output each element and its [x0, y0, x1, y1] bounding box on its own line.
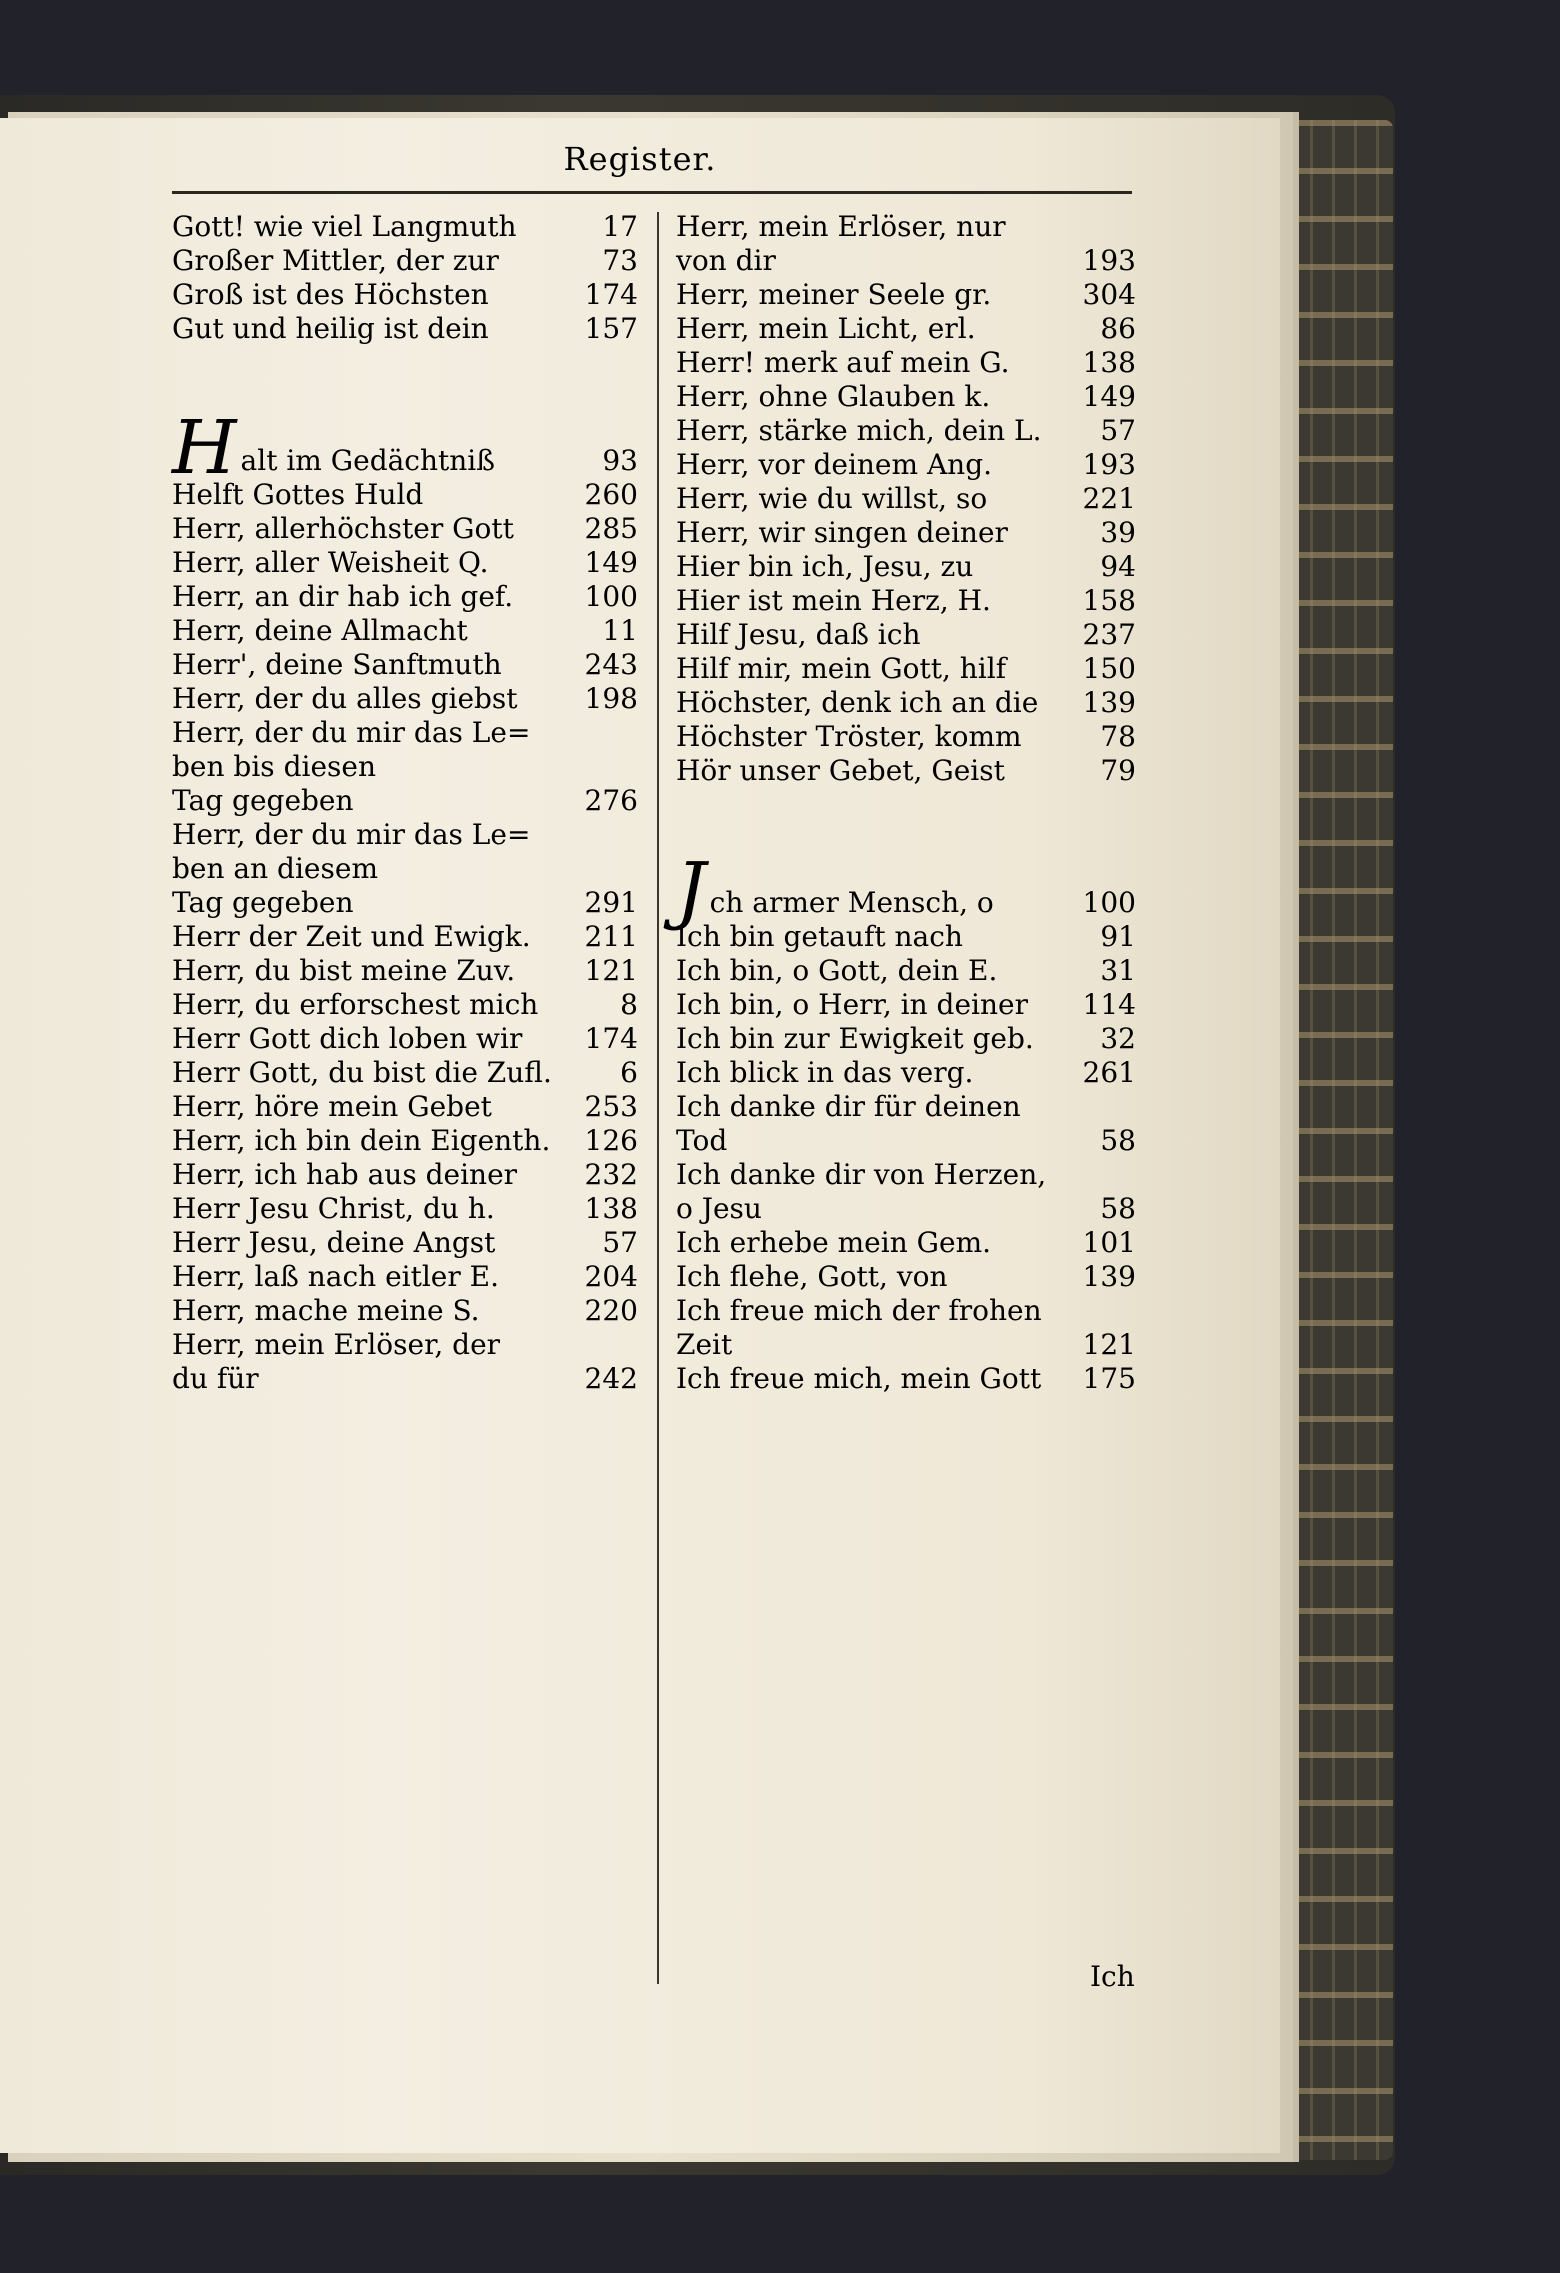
- page-number: 276: [584, 784, 638, 817]
- entry-text: Ich freue mich, mein Gott: [676, 1362, 1042, 1395]
- index-entry: [676, 1362, 1136, 1396]
- entry-title: [172, 920, 576, 954]
- page-number: 198: [584, 682, 638, 715]
- entry-text: Herr, der du alles giebst: [172, 682, 518, 715]
- entry-title: [172, 546, 576, 580]
- entry-title: [172, 312, 576, 346]
- entry-title: [172, 1124, 576, 1158]
- entry-title: [676, 550, 1074, 584]
- index-entry: [676, 312, 1136, 346]
- index-entry: [172, 818, 638, 920]
- index-entry: [676, 516, 1136, 550]
- index-entry: [676, 847, 1136, 933]
- entry-title: [172, 1090, 576, 1124]
- index-entry: [676, 1294, 1136, 1362]
- entry-text: Herr, allerhöchster Gott: [172, 512, 514, 545]
- entry-title: [676, 686, 1074, 720]
- page-number: 175: [1082, 1362, 1136, 1395]
- index-entry: [676, 380, 1136, 414]
- entry-title: [172, 716, 576, 818]
- page-number: 73: [602, 244, 638, 277]
- entry-title: [676, 414, 1074, 448]
- index-entry: [172, 1158, 638, 1192]
- entry-title: [172, 614, 576, 648]
- entry-title: [676, 847, 1074, 933]
- entry-text: Herr, an dir hab ich gef.: [172, 580, 514, 613]
- entry-text: Ich bin, o Herr, in deiner: [676, 988, 1028, 1021]
- catchword: Ich: [1090, 1960, 1135, 1993]
- index-entry: [172, 920, 638, 954]
- entry-text: Ich blick in das verg.: [676, 1056, 974, 1089]
- entry-title: [676, 1056, 1074, 1090]
- entry-title: [676, 754, 1074, 788]
- index-entry: [172, 478, 638, 512]
- entry-text: Ich flehe, Gott, von: [676, 1260, 948, 1293]
- entry-title: [676, 312, 1074, 346]
- entry-title: [172, 648, 576, 682]
- index-entry: [676, 652, 1136, 686]
- page-number: 32: [1100, 1022, 1136, 1055]
- index-entry: [172, 278, 638, 312]
- page-number: 138: [584, 1192, 638, 1225]
- index-entry: [172, 682, 638, 716]
- header-rule: [172, 191, 1132, 194]
- entry-text: Herr, wie du willst, so: [676, 482, 988, 515]
- page-number: 17: [602, 210, 638, 243]
- page-number: 139: [1082, 686, 1136, 719]
- page-number: 261: [1082, 1056, 1136, 1089]
- index-entry: [676, 1158, 1136, 1226]
- entry-title: [676, 1022, 1074, 1056]
- index-entry: [172, 210, 638, 244]
- page-number: 57: [602, 1226, 638, 1259]
- entry-title: [172, 1226, 576, 1260]
- index-entry: [172, 346, 638, 382]
- page-number: 285: [584, 512, 638, 545]
- entry-title: [172, 1056, 576, 1090]
- index-entry: [172, 1022, 638, 1056]
- page-number: 149: [584, 546, 638, 579]
- entry-text: Hilf Jesu, daß ich: [676, 618, 921, 651]
- page-number: 242: [584, 1362, 638, 1395]
- index-entry: [172, 382, 638, 418]
- entry-text: Herr, höre mein Gebet: [172, 1090, 492, 1123]
- entry-text: alt im Gedächtniß: [240, 444, 495, 477]
- entry-text: Höchster Tröster, komm: [676, 720, 1022, 753]
- page-title: Register.: [563, 140, 717, 178]
- index-entry: [676, 1260, 1136, 1294]
- right-column: [676, 210, 1136, 1396]
- entry-title: [676, 988, 1074, 1022]
- entry-title: [676, 278, 1074, 312]
- index-entry: [676, 754, 1136, 788]
- entry-title: [172, 954, 576, 988]
- page-number: 260: [584, 478, 638, 511]
- index-entry: [172, 716, 638, 818]
- entry-text: Helft Gottes Huld: [172, 478, 424, 511]
- entry-title: [676, 920, 1074, 954]
- entry-title: [172, 1158, 576, 1192]
- page-number: 86: [1100, 312, 1136, 345]
- entry-text: Groß ist des Höchsten: [172, 278, 489, 311]
- page-number: 11: [602, 614, 638, 647]
- page-number: 114: [1082, 988, 1136, 1021]
- entry-title: [676, 652, 1074, 686]
- index-entry: [676, 954, 1136, 988]
- entry-title: [676, 516, 1074, 550]
- entry-title: [172, 210, 576, 244]
- index-entry: [172, 988, 638, 1022]
- page-number: 253: [584, 1090, 638, 1123]
- entry-title: [172, 682, 576, 716]
- entry-title: [676, 1294, 1074, 1362]
- index-entry: [676, 920, 1136, 954]
- index-entry: [676, 988, 1136, 1022]
- index-entry: [676, 448, 1136, 482]
- page-number: 100: [1082, 886, 1136, 919]
- column-divider: [657, 212, 659, 1984]
- page-number: 157: [584, 312, 638, 345]
- page-number: 126: [584, 1124, 638, 1157]
- page-number: 79: [1100, 754, 1136, 787]
- entry-text: Herr, vor deinem Ang.: [676, 448, 993, 481]
- index-entry: [676, 1090, 1136, 1158]
- page-number: 58: [1100, 1124, 1136, 1157]
- index-entry: [172, 512, 638, 546]
- page-number: 211: [584, 920, 638, 953]
- page-number: 121: [1082, 1328, 1136, 1361]
- page-number: 78: [1100, 720, 1136, 753]
- entry-text: Herr, mein Erlöser, der du für: [172, 1328, 501, 1395]
- left-column: [172, 210, 638, 1396]
- entry-title: [172, 580, 576, 614]
- entry-text: Herr, stärke mich, dein L.: [676, 414, 1042, 447]
- page-number: 174: [584, 1022, 638, 1055]
- entry-text: Herr, laß nach eitler E.: [172, 1260, 500, 1293]
- page-number: 232: [584, 1158, 638, 1191]
- entry-text: Ich danke dir für deinen Tod: [676, 1090, 1021, 1157]
- index-entry: [172, 244, 638, 278]
- entry-title: [676, 584, 1074, 618]
- index-entry: [172, 546, 638, 580]
- entry-text: Herr, aller Weisheit Q.: [172, 546, 489, 579]
- entry-text: Herr Gott dich loben wir: [172, 1022, 523, 1055]
- page-number: 221: [1082, 482, 1136, 515]
- page-number: 138: [1082, 346, 1136, 379]
- page-number: 193: [1082, 448, 1136, 481]
- entry-title: [676, 482, 1074, 516]
- entry-text: Herr! merk auf mein G.: [676, 346, 1010, 379]
- entry-text: Herr, meiner Seele gr.: [676, 278, 992, 311]
- entry-text: Hör unser Gebet, Geist: [676, 754, 1005, 787]
- entry-title: [676, 1260, 1074, 1294]
- entry-text: Hier bin ich, Jesu, zu: [676, 550, 974, 583]
- entry-title: [676, 380, 1074, 414]
- index-entry: [676, 618, 1136, 652]
- entry-text: Ich bin zur Ewigkeit geb.: [676, 1022, 1034, 1055]
- index-entry: [172, 1192, 638, 1226]
- page-number: 149: [1082, 380, 1136, 413]
- entry-title: [172, 1294, 576, 1328]
- entry-text: Ich bin getauft nach: [676, 920, 963, 953]
- entry-title: [676, 720, 1074, 754]
- page-number: 291: [584, 886, 638, 919]
- entry-title: [172, 278, 576, 312]
- index-entry: [172, 614, 638, 648]
- entry-title: [172, 1022, 576, 1056]
- index-entry: [172, 405, 638, 491]
- entry-title: [676, 1158, 1074, 1226]
- entry-text: Hier ist mein Herz, H.: [676, 584, 991, 617]
- entry-title: [676, 1226, 1074, 1260]
- entry-text: Herr, mein Erlöser, nur von dir: [676, 210, 1006, 277]
- entry-text: Ich freue mich der frohen Zeit: [676, 1294, 1042, 1361]
- entry-text: Gut und heilig ist dein: [172, 312, 489, 345]
- page-number: 31: [1100, 954, 1136, 987]
- page-number: 193: [1082, 244, 1136, 277]
- entry-text: Herr Gott, du bist die Zufl.: [172, 1056, 552, 1089]
- entry-title: [172, 1260, 576, 1294]
- index-entry: [676, 414, 1136, 448]
- entry-text: Herr, der du mir das Le= ben bis diesen Tag gegeben: [172, 716, 531, 817]
- entry-title: [172, 1328, 576, 1396]
- entry-text: Ich bin, o Gott, dein E.: [676, 954, 998, 987]
- entry-text: Herr, du erforschest mich: [172, 988, 539, 1021]
- entry-text: Herr, mache meine S.: [172, 1294, 480, 1327]
- index-entry: [172, 648, 638, 682]
- page-number: 204: [584, 1260, 638, 1293]
- index-entry: [676, 1022, 1136, 1056]
- entry-text: Hilf mir, mein Gott, hilf: [676, 652, 1007, 685]
- index-entry: [676, 210, 1136, 278]
- entry-text: Herr', deine Sanftmuth: [172, 648, 502, 681]
- drop-initial: J: [676, 847, 706, 933]
- index-entry: [676, 1056, 1136, 1090]
- index-entry: [172, 1260, 638, 1294]
- entry-text: Ich erhebe mein Gem.: [676, 1226, 992, 1259]
- index-entry: [172, 580, 638, 614]
- page-number: 243: [584, 648, 638, 681]
- page-number: 58: [1100, 1192, 1136, 1225]
- index-entry: [172, 1226, 638, 1260]
- index-entry: [676, 278, 1136, 312]
- entry-title: [676, 448, 1074, 482]
- index-entry: [676, 1226, 1136, 1260]
- entry-text: Herr, ohne Glauben k.: [676, 380, 991, 413]
- index-entry: [676, 824, 1136, 860]
- page-number: 91: [1100, 920, 1136, 953]
- entry-title: [172, 512, 576, 546]
- page-number: 304: [1082, 278, 1136, 311]
- page-number: 100: [584, 580, 638, 613]
- index-entry: [676, 720, 1136, 754]
- entry-title: [676, 954, 1074, 988]
- entry-text: Herr, mein Licht, erl.: [676, 312, 976, 345]
- entry-title: [172, 244, 576, 278]
- entry-text: Ich danke dir von Herzen, o Jesu: [676, 1158, 1047, 1225]
- index-entry: [172, 1124, 638, 1158]
- entry-text: Höchster, denk ich an die: [676, 686, 1039, 719]
- entry-text: Herr, deine Allmacht: [172, 614, 468, 647]
- index-entry: [676, 788, 1136, 824]
- page-number: 39: [1100, 516, 1136, 549]
- entry-title: [676, 210, 1074, 278]
- page-number: 174: [584, 278, 638, 311]
- page-number: 94: [1100, 550, 1136, 583]
- entry-text: Herr der Zeit und Ewigk.: [172, 920, 531, 953]
- page-number: 93: [602, 444, 638, 477]
- cover-ornament: [1285, 120, 1393, 2160]
- index-entry: [676, 346, 1136, 380]
- page-number: 158: [1082, 584, 1136, 617]
- index-entry: [172, 1328, 638, 1396]
- entry-title: [676, 1362, 1074, 1396]
- index-entry: [676, 686, 1136, 720]
- entry-text: Herr Jesu, deine Angst: [172, 1226, 496, 1259]
- entry-title: [172, 405, 576, 491]
- entry-title: [172, 818, 576, 920]
- index-entry: [676, 482, 1136, 516]
- page-number: 101: [1082, 1226, 1136, 1259]
- entry-text: Großer Mittler, der zur: [172, 244, 499, 277]
- entry-text: Herr, wir singen deiner: [676, 516, 1008, 549]
- entry-title: [676, 1090, 1074, 1158]
- index-entry: [172, 1090, 638, 1124]
- index-entry: [172, 1056, 638, 1090]
- page-number: 150: [1082, 652, 1136, 685]
- entry-text: Herr, ich hab aus deiner: [172, 1158, 518, 1191]
- index-entry: [172, 1294, 638, 1328]
- entry-title: [676, 618, 1074, 652]
- index-entry: [676, 584, 1136, 618]
- entry-title: [172, 478, 576, 512]
- page-number: 139: [1082, 1260, 1136, 1293]
- entry-title: [676, 346, 1074, 380]
- entry-text: ch armer Mensch, o: [709, 886, 994, 919]
- page-number: 220: [584, 1294, 638, 1327]
- page-number: 6: [620, 1056, 638, 1089]
- page-number: 8: [620, 988, 638, 1021]
- index-entry: [676, 550, 1136, 584]
- entry-text: Herr, du bist meine Zuv.: [172, 954, 516, 987]
- index-entry: [172, 954, 638, 988]
- page-number: 121: [584, 954, 638, 987]
- entry-text: Herr Jesu Christ, du h.: [172, 1192, 495, 1225]
- drop-initial: H: [172, 405, 237, 491]
- page-number: 237: [1082, 618, 1136, 651]
- entry-text: Gott! wie viel Langmuth: [172, 210, 517, 243]
- entry-title: [172, 988, 576, 1022]
- entry-text: Herr, ich bin dein Eigenth.: [172, 1124, 551, 1157]
- entry-title: [172, 1192, 576, 1226]
- index-entry: [172, 312, 638, 346]
- page-number: 57: [1100, 414, 1136, 447]
- entry-text: Herr, der du mir das Le= ben an diesem Tag gegeben: [172, 818, 531, 919]
